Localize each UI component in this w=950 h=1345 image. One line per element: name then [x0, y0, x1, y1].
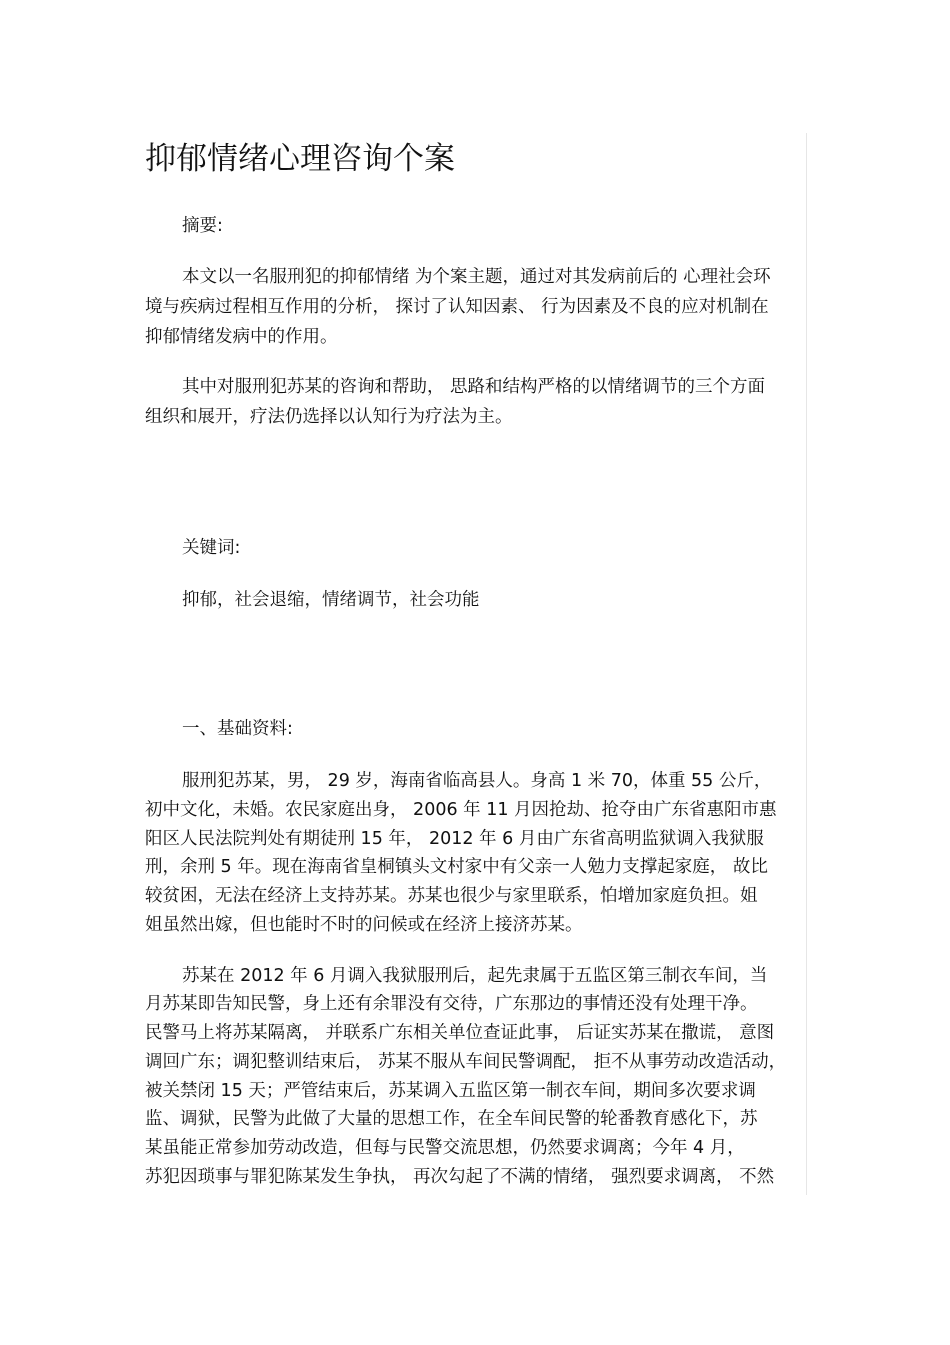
section1-p2-line: 某虽能正常参加劳动改造，但每与民警交流思想，仍然要求调离；今年 4 月，: [145, 1138, 745, 1158]
abstract-p2-line: 其中对服刑犯苏某的咨询和帮助， 思路和结构严格的以情绪调节的三个方面: [182, 377, 766, 397]
abstract-p1-line: 抑郁情绪发病中的作用。: [145, 327, 338, 347]
keywords-text: 抑郁，社会退缩，情绪调节，社会功能: [182, 590, 480, 610]
abstract-p2-line: 组织和展开，疗法仍选择以认知行为疗法为主。: [145, 407, 513, 427]
section1-p2-line: 调回广东；调犯整训结束后， 苏某不服从车间民警调配， 拒不从事劳动改造活动，: [145, 1052, 787, 1072]
section1-p1-line: 阳区人民法院判处有期徒刑 15 年， 2012 年 6 月由广东省高明监狱调入我狱服: [145, 829, 764, 849]
page-margin-rule: [806, 133, 807, 1195]
section1-p2-line: 监、调狱，民警为此做了大量的思想工作，在全车间民警的轮番教育感化下，苏: [145, 1109, 758, 1129]
section-heading: 一、基础资料:: [182, 719, 293, 739]
section1-p1-line: 服刑犯苏某，男， 29 岁，海南省临高县人。身高 1 米 70，体重 55 公斤，: [182, 771, 772, 791]
section1-p2-line: 苏某在 2012 年 6 月调入我狱服刑后，起先隶属于五监区第三制衣车间，当: [182, 966, 768, 986]
section1-p2-line: 月苏某即告知民警，身上还有余罪没有交待，广东那边的事情还没有处理干净。: [145, 994, 758, 1014]
abstract-p1-line: 本文以一名服刑犯的抑郁情绪 为个案主题，通过对其发病前后的 心理社会环: [182, 267, 771, 287]
section1-p1-line: 较贫困，无法在经济上支持苏某。苏某也很少与家里联系，怕增加家庭负担。姐: [145, 886, 758, 906]
abstract-label: 摘要:: [182, 216, 223, 236]
keywords-label: 关键词:: [182, 538, 241, 558]
section1-p2-line: 民警马上将苏某隔离， 并联系广东相关单位查证此事， 后证实苏某在撒谎， 意图: [145, 1023, 775, 1043]
section1-p2-line: 苏犯因琐事与罪犯陈某发生争执， 再次勾起了不满的情绪， 强烈要求调离， 不然: [145, 1167, 775, 1187]
section1-p1-line: 初中文化，未婚。农民家庭出身， 2006 年 11 月因抢劫、抢夺由广东省惠阳市惠: [145, 800, 777, 820]
section1-p1-line: 刑，余刑 5 年。现在海南省皇桐镇头文村家中有父亲一人勉力支撑起家庭， 故比: [145, 857, 768, 877]
document-title: 抑郁情绪心理咨询个案: [145, 141, 455, 177]
section1-p1-line: 姐虽然出嫁，但也能时不时的问候或在经济上接济苏某。: [145, 915, 583, 935]
abstract-p1-line: 境与疾病过程相互作用的分析， 探讨了认知因素、 行为因素及不良的应对机制在: [145, 297, 769, 317]
section1-p2-line: 被关禁闭 15 天；严管结束后，苏某调入五监区第一制衣车间，期间多次要求调: [145, 1081, 756, 1101]
